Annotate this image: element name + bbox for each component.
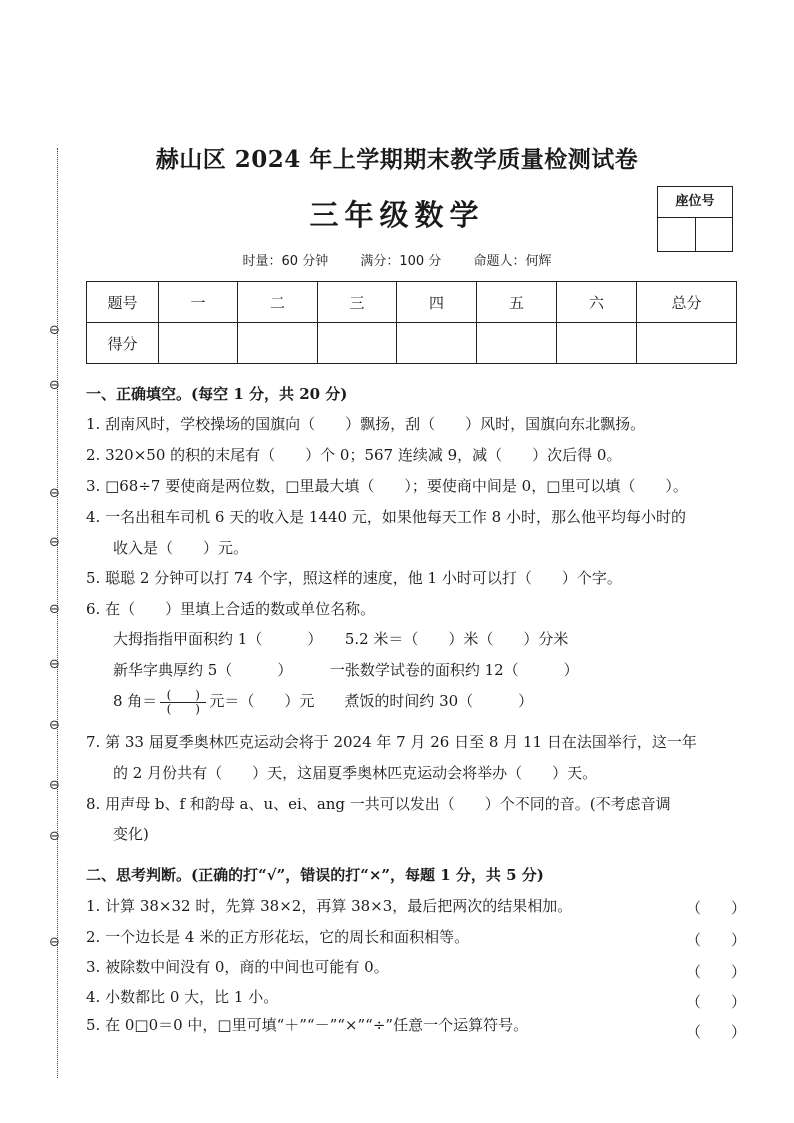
score-header-cell: 三 — [318, 282, 397, 323]
section-2-title: 二、思考判断。(正确的打“√”，错误的打“×”，每题 1 分，共 5 分) — [86, 866, 544, 884]
score-cell[interactable] — [318, 323, 397, 364]
question-text: 元＝（ ）元 煮饭的时间约 30（ ） — [209, 692, 534, 710]
binding-hole-mark: ⊖ — [49, 535, 60, 550]
score-header-cell: 四 — [397, 282, 477, 323]
binding-hole-mark: ⊖ — [49, 778, 60, 793]
score-cell[interactable] — [557, 323, 637, 364]
question-line-fraction — [113, 686, 533, 716]
score-header-cell: 总分 — [637, 282, 737, 323]
question-line: 8. 用声母 b、f 和韵母 a、u、ei、ang 一共可以发出（ ）个不同的音。(不考虑音调 — [86, 795, 671, 813]
seat-number-label: 座位号 — [658, 187, 732, 218]
seat-number-cell[interactable] — [695, 218, 733, 252]
judgment-item: 2. 一个边长是 4 米的正方形花坛，它的周长和面积相等。 — [86, 928, 470, 946]
binding-hole-mark: ⊖ — [49, 657, 60, 672]
score-cell[interactable] — [159, 323, 238, 364]
answer-paren[interactable]: （ ） — [686, 993, 747, 1011]
exam-title: 赫山区 2024 年上学期期末教学质量检测试卷 — [155, 146, 639, 173]
question-line: 6. 在（ ）里填上合适的数或单位名称。 — [86, 600, 376, 618]
answer-paren[interactable]: （ ） — [686, 1023, 747, 1041]
question-line: 1. 刮南风时，学校操场的国旗向（ ）飘扬，刮（ ）风时，国旗向东北飘扬。 — [86, 415, 646, 433]
question-line: 5. 聪聪 2 分钟可以打 74 个字，照这样的速度，他 1 小时可以打（ ）个字。 — [86, 569, 622, 587]
score-row-label: 得分 — [87, 323, 159, 364]
score-header-cell: 五 — [477, 282, 557, 323]
score-cell[interactable] — [238, 323, 318, 364]
question-line: 的 2 月份共有（ ）天，这届夏季奥林匹克运动会将举办（ ）天。 — [113, 764, 598, 782]
exam-author: 命题人：何辉 — [473, 254, 552, 269]
score-header-cell: 题号 — [87, 282, 159, 323]
question-line: 大拇指指甲面积约 1（ ） 5.2 米＝（ ）米（ ）分米 — [113, 630, 569, 648]
binding-hole-mark: ⊖ — [49, 602, 60, 617]
exam-full-marks: 满分：100 分 — [360, 254, 442, 269]
answer-paren[interactable]: （ ） — [686, 899, 747, 917]
question-line: 4. 一名出租车司机 6 天的收入是 1440 元，如果他每天工作 8 小时，那么他平均每小时的 — [86, 508, 686, 526]
score-header-cell: 二 — [238, 282, 318, 323]
judgment-item: 5. 在 0□0＝0 中，□里可填“＋”“－”“×”“÷”任意一个运算符号。 — [86, 1016, 529, 1034]
score-table — [86, 281, 737, 364]
question-text: 8 角＝ — [113, 692, 158, 710]
binding-hole-mark: ⊖ — [49, 378, 60, 393]
score-cell[interactable] — [397, 323, 477, 364]
exam-info — [0, 250, 794, 269]
binding-hole-mark: ⊖ — [49, 829, 60, 844]
question-line: 2. 320×50 的积的末尾有（ ）个 0；567 连续减 9，减（ ）次后得 0。 — [86, 446, 622, 464]
fraction-denominator: ( ) — [166, 701, 200, 716]
binding-hole-mark: ⊖ — [49, 718, 60, 733]
section-1-title: 一、正确填空。(每空 1 分，共 20 分) — [86, 385, 348, 403]
judgment-item: 1. 计算 38×32 时，先算 38×2，再算 38×3，最后把两次的结果相加。 — [86, 897, 573, 915]
question-line: 3. □68÷7 要使商是两位数，□里最大填（ ）；要使商中间是 0，□里可以填（ ）。 — [86, 477, 688, 495]
judgment-item: 4. 小数都比 0 大，比 1 小。 — [86, 988, 279, 1006]
score-header-cell: 六 — [557, 282, 637, 323]
exam-duration: 时量：60 分钟 — [242, 254, 329, 269]
question-line: 新华字典厚约 5（ ） 一张数学试卷的面积约 12（ ） — [113, 661, 579, 679]
fraction-blank[interactable] — [160, 689, 206, 716]
score-table-header-row — [87, 282, 737, 323]
question-line: 变化) — [113, 825, 149, 843]
score-header-cell: 一 — [159, 282, 238, 323]
binding-hole-mark: ⊖ — [49, 935, 60, 950]
binding-hole-mark: ⊖ — [49, 323, 60, 338]
seat-number-cell[interactable] — [658, 218, 695, 252]
score-cell[interactable] — [637, 323, 737, 364]
question-line: 收入是（ ）元。 — [113, 539, 249, 557]
exam-subject: 三年级数学 — [309, 198, 485, 232]
judgment-item: 3. 被除数中间没有 0，商的中间也可能有 0。 — [86, 958, 389, 976]
fraction-numerator: ( ) — [166, 687, 200, 702]
question-line: 7. 第 33 届夏季奥林匹克运动会将于 2024 年 7 月 26 日至 8 月 11 日在法国举行，这一年 — [86, 733, 697, 751]
answer-paren[interactable]: （ ） — [686, 963, 747, 981]
seat-number-box — [657, 186, 733, 252]
score-cell[interactable] — [477, 323, 557, 364]
binding-hole-mark: ⊖ — [49, 486, 60, 501]
score-table-score-row — [87, 323, 737, 364]
answer-paren[interactable]: （ ） — [686, 931, 747, 949]
